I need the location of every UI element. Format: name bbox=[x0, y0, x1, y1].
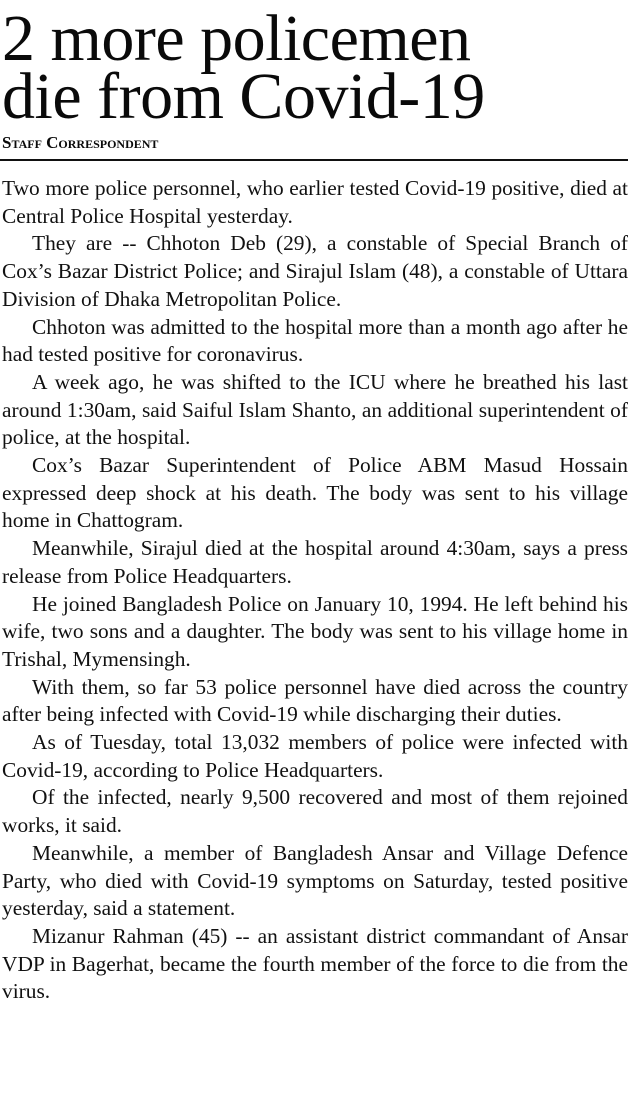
byline: Staff Correspondent bbox=[2, 133, 159, 152]
paragraph: With them, so far 53 police personnel have died across the country after being infected with Covid-19 while discharging their duties. bbox=[2, 674, 628, 727]
paragraph: Chhoton was admitted to the hospital more than a month ago after he had tested positive for coronavirus. bbox=[2, 314, 628, 367]
headline: 2 more policemen die from Covid-19 bbox=[2, 2, 485, 133]
byline-divider bbox=[0, 159, 628, 161]
paragraph: As of Tuesday, total 13,032 members of police were infected with Covid-19, according to Police Headquarters. bbox=[2, 730, 628, 782]
paragraph: A week ago, he was shifted to the ICU where he breathed his last around 1:30am, said Saiful Islam Shanto, an additional superintendent of police, at the hospital. bbox=[2, 369, 628, 450]
paragraph: They are -- Chhoton Deb (29), a constable of Special Branch of Cox’s Bazar District Police; and Sirajul Islam (48), a constable of Uttara Division of Dhaka Metropolitan Police. bbox=[2, 231, 628, 311]
paragraph: Mizanur Rahman (45) -- an assistant district commandant of Ansar VDP in Bagerhat, became the fourth member of the force to die from the virus. bbox=[2, 923, 628, 1004]
paragraph: Of the infected, nearly 9,500 recovered and most of them rejoined works, it said. bbox=[2, 785, 628, 838]
paragraph: Meanwhile, Sirajul died at the hospital around 4:30am, says a press release from Police Headquarters. bbox=[2, 536, 628, 588]
paragraph: Cox’s Bazar Superintendent of Police ABM Masud Hossain expressed deep shock at his death. The body was sent to his village home in Chattogram. bbox=[2, 453, 628, 533]
paragraph: He joined Bangladesh Police on January 10, 1994. He left behind his wife, two sons and a daughter. The body was sent to his village home in Trishal, Mymensingh. bbox=[2, 591, 628, 671]
article-body bbox=[0, 175, 628, 1006]
paragraph: Two more police personnel, who earlier tested Covid-19 positive, died at Central Police Hospital yesterday. bbox=[2, 176, 628, 228]
paragraph: Meanwhile, a member of Bangladesh Ansar and Village Defence Party, who died with Covid-19 symptoms on Saturday, tested positive yesterday, said a statement. bbox=[2, 840, 628, 921]
